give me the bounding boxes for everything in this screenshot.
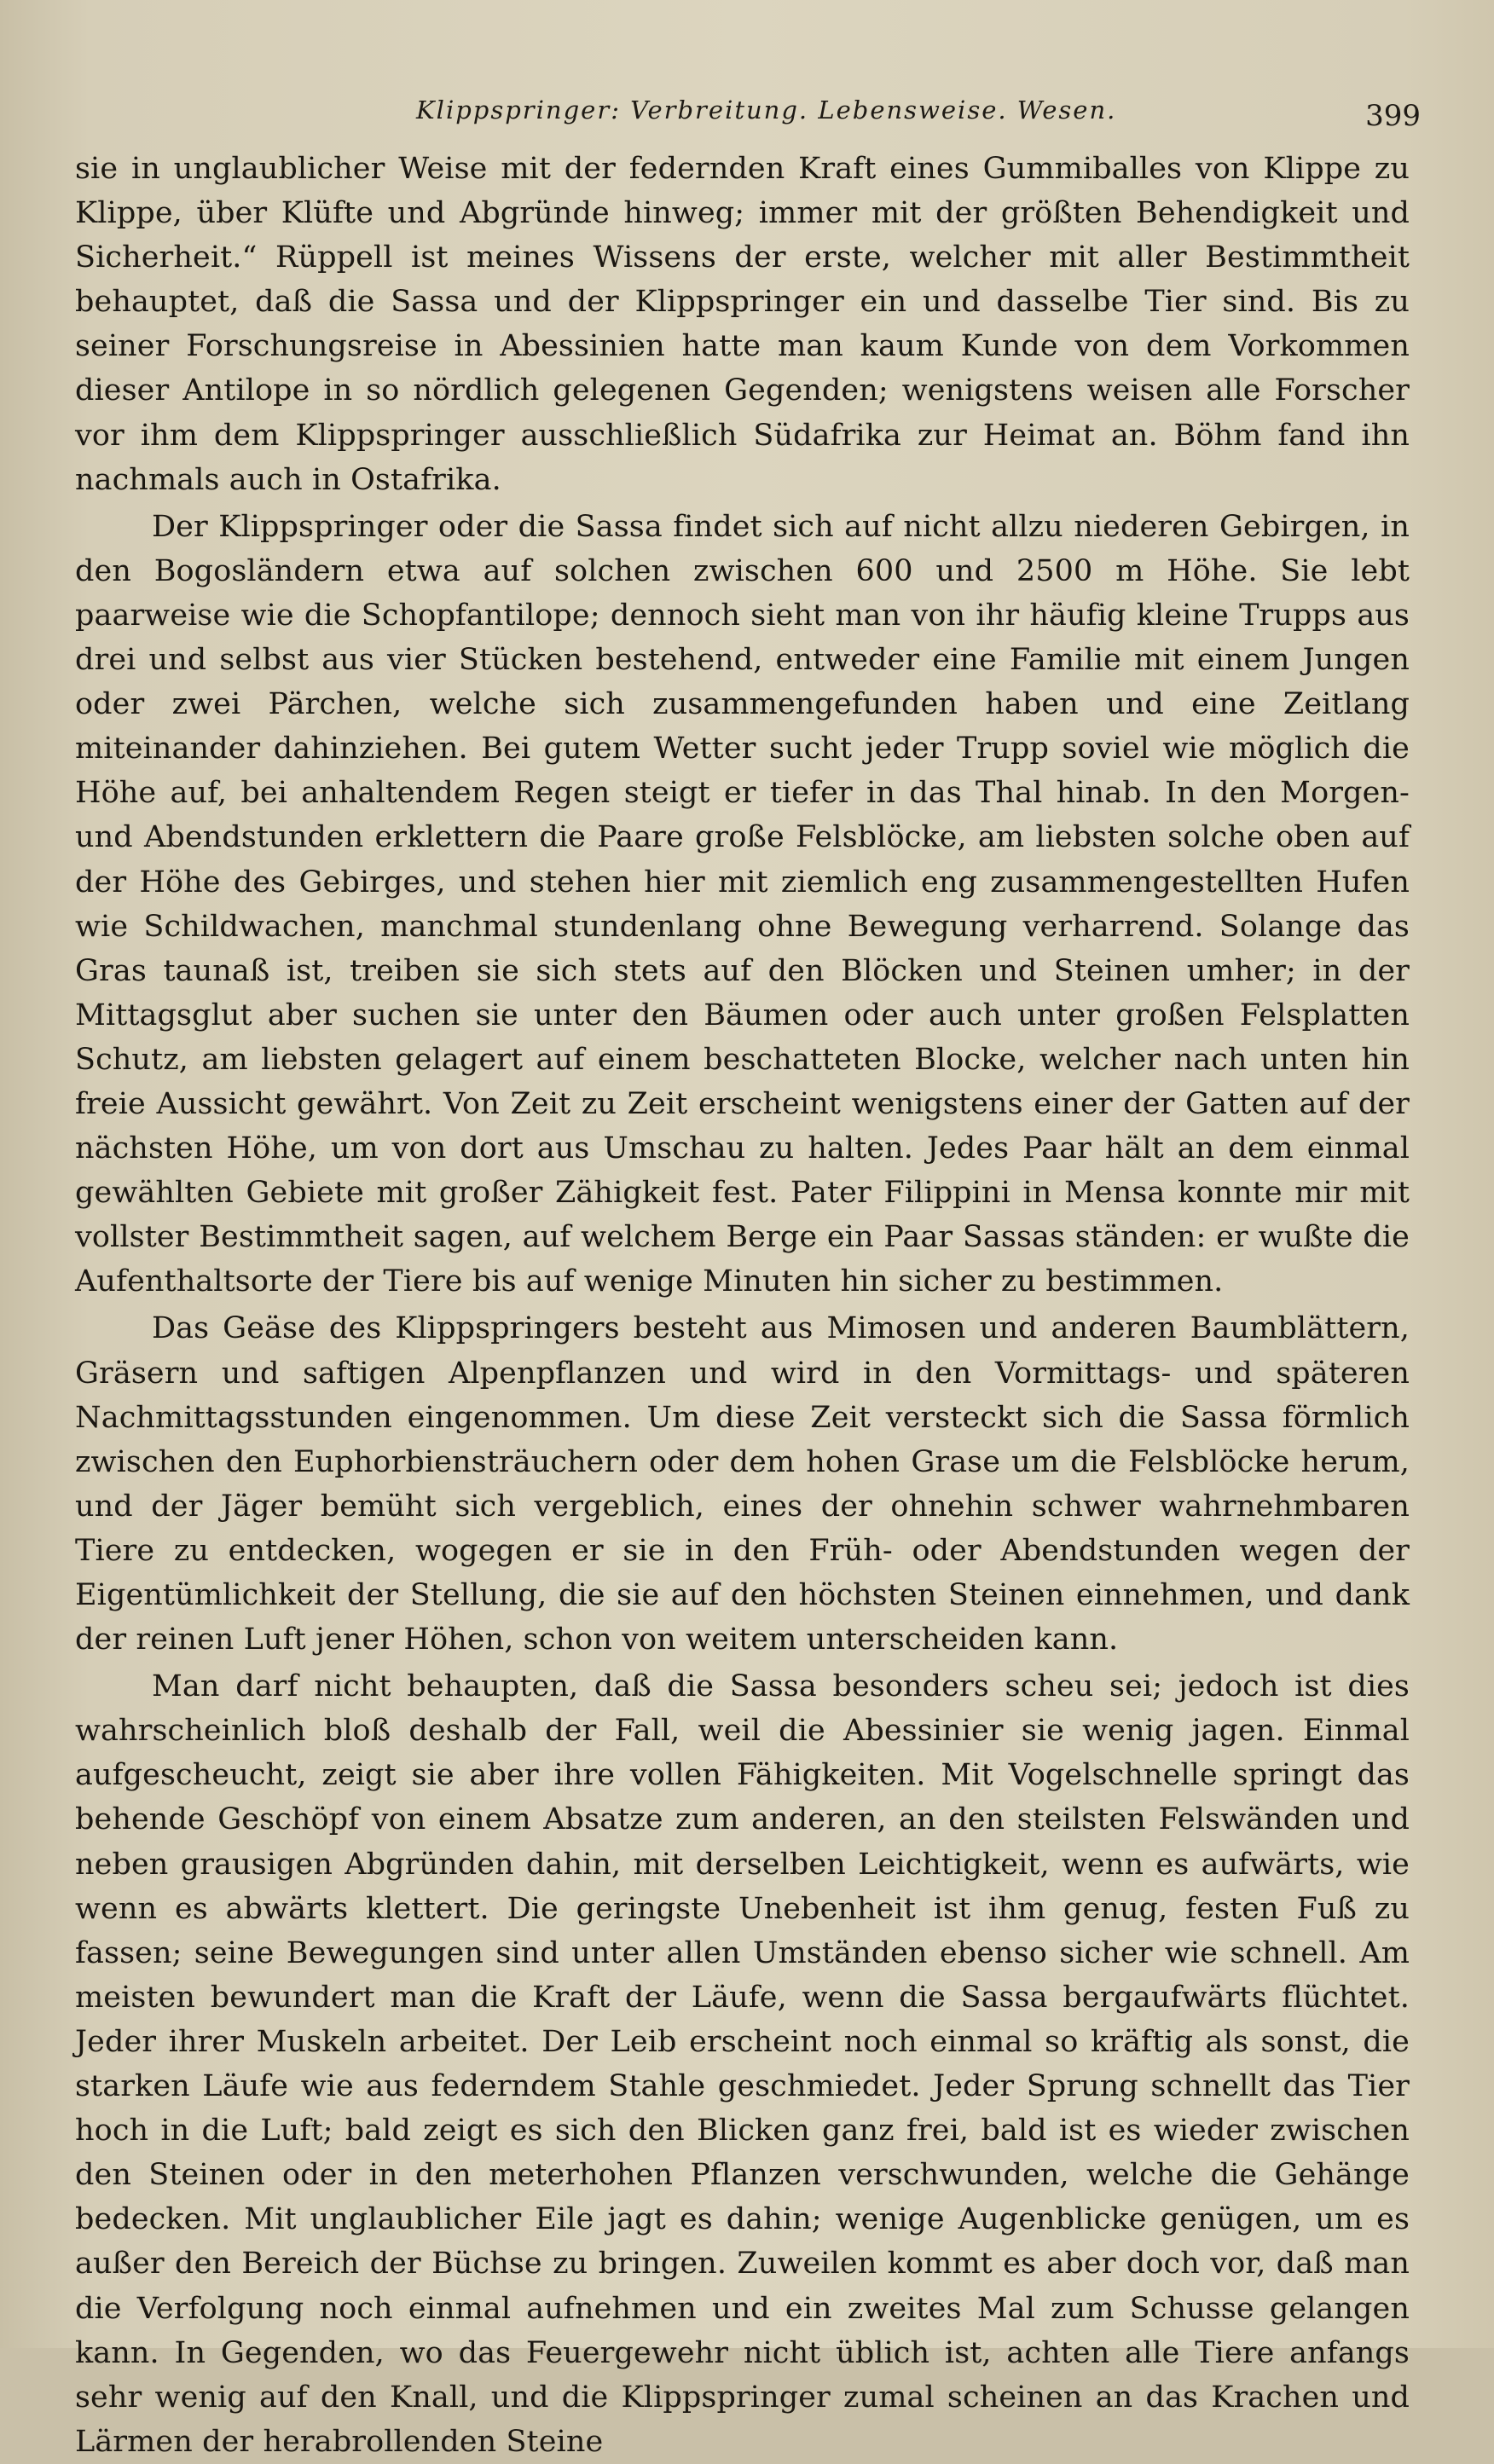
- page-number: 399: [1365, 99, 1421, 133]
- paragraph: Der Klippspringer oder die Sassa findet sich auf nicht allzu niederen Gebirgen, in den Bogosländern etwa auf solchen zwischen 600 und 2500 m Höhe. Sie lebt paarweise wie die Schopfantilope; dennoch sieht man von ihr häufig kleine Trupps aus drei und selbst aus vier Stücken bestehend, entweder eine Familie mit einem Jungen oder zwei Pärchen, welche sich zusammengefunden haben und eine Zeitlang miteinander dahinziehen. Bei gutem Wetter sucht jeder Trupp soviel wie möglich die Höhe auf, bei anhaltendem Regen steigt er tiefer in das Thal hinab. In den Morgen- und Abendstunden erklettern die Paare große Felsblöcke, am liebsten solche oben auf der Höhe des Gebirges, und stehen hier mit ziemlich eng zusammengestellten Hufen wie Schildwachen, manchmal stundenlang ohne Bewegung verharrend. Solange das Gras taunaß ist, treiben sie sich stets auf den Blöcken und Steinen umher; in der Mittagsglut aber suchen sie unter den Bäumen oder auch unter großen Felsplatten Schutz, am liebsten gelagert auf einem beschatteten Blocke, welcher nach unten hin freie Aussicht gewährt. Von Zeit zu Zeit erscheint wenigstens einer der Gatten auf der nächsten Höhe, um von dort aus Umschau zu halten. Jedes Paar hält an dem einmal gewählten Gebiete mit großer Zähigkeit fest. Pater Filippini in Mensa konnte mir mit vollster Bestimmtheit sagen, auf welchem Berge ein Paar Sassas ständen: er wußte die Aufenthaltsorte der Tiere bis auf wenige Minuten hin sicher zu bestimmen.: [75, 509, 1410, 1299]
- running-head: Klippspringer: Verbreitung. Lebensweise. Wesen.: [416, 95, 1117, 124]
- page-header: [401, 92, 1424, 135]
- paragraph: Man darf nicht behaupten, daß die Sassa besonders scheu sei; jedoch ist dies wahrscheinlich bloß deshalb der Fall, weil die Abessinier sie wenig jagen. Einmal aufgescheucht, zeigt sie aber ihre vollen Fähigkeiten. Mit Vogelschnelle springt das behende Geschöpf von einem Absatze zum anderen, an den steilsten Felswänden und neben grausigen Abgründen dahin, mit derselben Leichtigkeit, wenn es aufwärts, wie wenn es abwärts klettert. Die geringste Unebenheit ist ihm genug, festen Fuß zu fassen; seine Bewegungen sind unter allen Umständen ebenso sicher wie schnell. Am meisten bewundert man die Kraft der Läufe, wenn die Sassa bergaufwärts flüchtet. Jeder ihrer Muskeln arbeitet. Der Leib erscheint noch einmal so kräftig als sonst, die starken Läufe wie aus federndem Stahle geschmiedet. Jeder Sprung schnellt das Tier hoch in die Luft; bald zeigt es sich den Blicken ganz frei, bald ist es wieder zwischen den Steinen oder in den meterhohen Pflanzen verschwunden, welche die Gehänge bedecken. Mit unglaublicher Eile jagt es dahin; wenige Augenblicke genügen, um es außer den Bereich der Büchse zu bringen. Zuweilen kommt es aber doch vor, daß man die Verfolgung noch einmal aufnehmen und ein zweites Mal zum Schusse gelangen kann. In Gegenden, wo das Feuergewehr nicht üblich ist, achten alle Tiere anfangs sehr wenig auf den Knall, und die Klippspringer zumal scheinen an das Krachen und Lärmen der herabrollenden Steine: [75, 1669, 1410, 2459]
- body-text: [75, 147, 1410, 2464]
- paragraph: Das Geäse des Klippspringers besteht aus Mimosen und anderen Baumblättern, Gräsern und saftigen Alpenpflanzen und wird in den Vormittags- und späteren Nachmittagsstunden eingenommen. Um diese Zeit versteckt sich die Sassa förmlich zwischen den Euphorbiensträuchern oder dem hohen Grase um die Felsblöcke herum, und der Jäger bemüht sich vergeblich, eines der ohnehin schwer wahrnehmbaren Tiere zu entdecken, wogegen er sie in den Früh- oder Abendstunden wegen der Eigentümlichkeit der Stellung, die sie auf den höchsten Steinen einnehmen, und dank der reinen Luft jener Höhen, schon von weitem unterscheiden kann.: [75, 1311, 1410, 1657]
- paragraph: sie in unglaublicher Weise mit der federnden Kraft eines Gummiballes von Klippe zu Klippe, über Klüfte und Abgründe hinweg; immer mit der größten Behendigkeit und Sicherheit.“ Rüppell ist meines Wissens der erste, welcher mit aller Bestimmtheit behauptet, daß die Sassa und der Klippspringer ein und dasselbe Tier sind. Bis zu seiner Forschungsreise in Abessinien hatte man kaum Kunde von dem Vorkommen dieser Antilope in so nördlich gelegenen Gegenden; wenigstens weisen alle Forscher vor ihm dem Klippspringer ausschließlich Südafrika zur Heimat an. Böhm fand ihn nachmals auch in Ostafrika.: [75, 152, 1410, 497]
